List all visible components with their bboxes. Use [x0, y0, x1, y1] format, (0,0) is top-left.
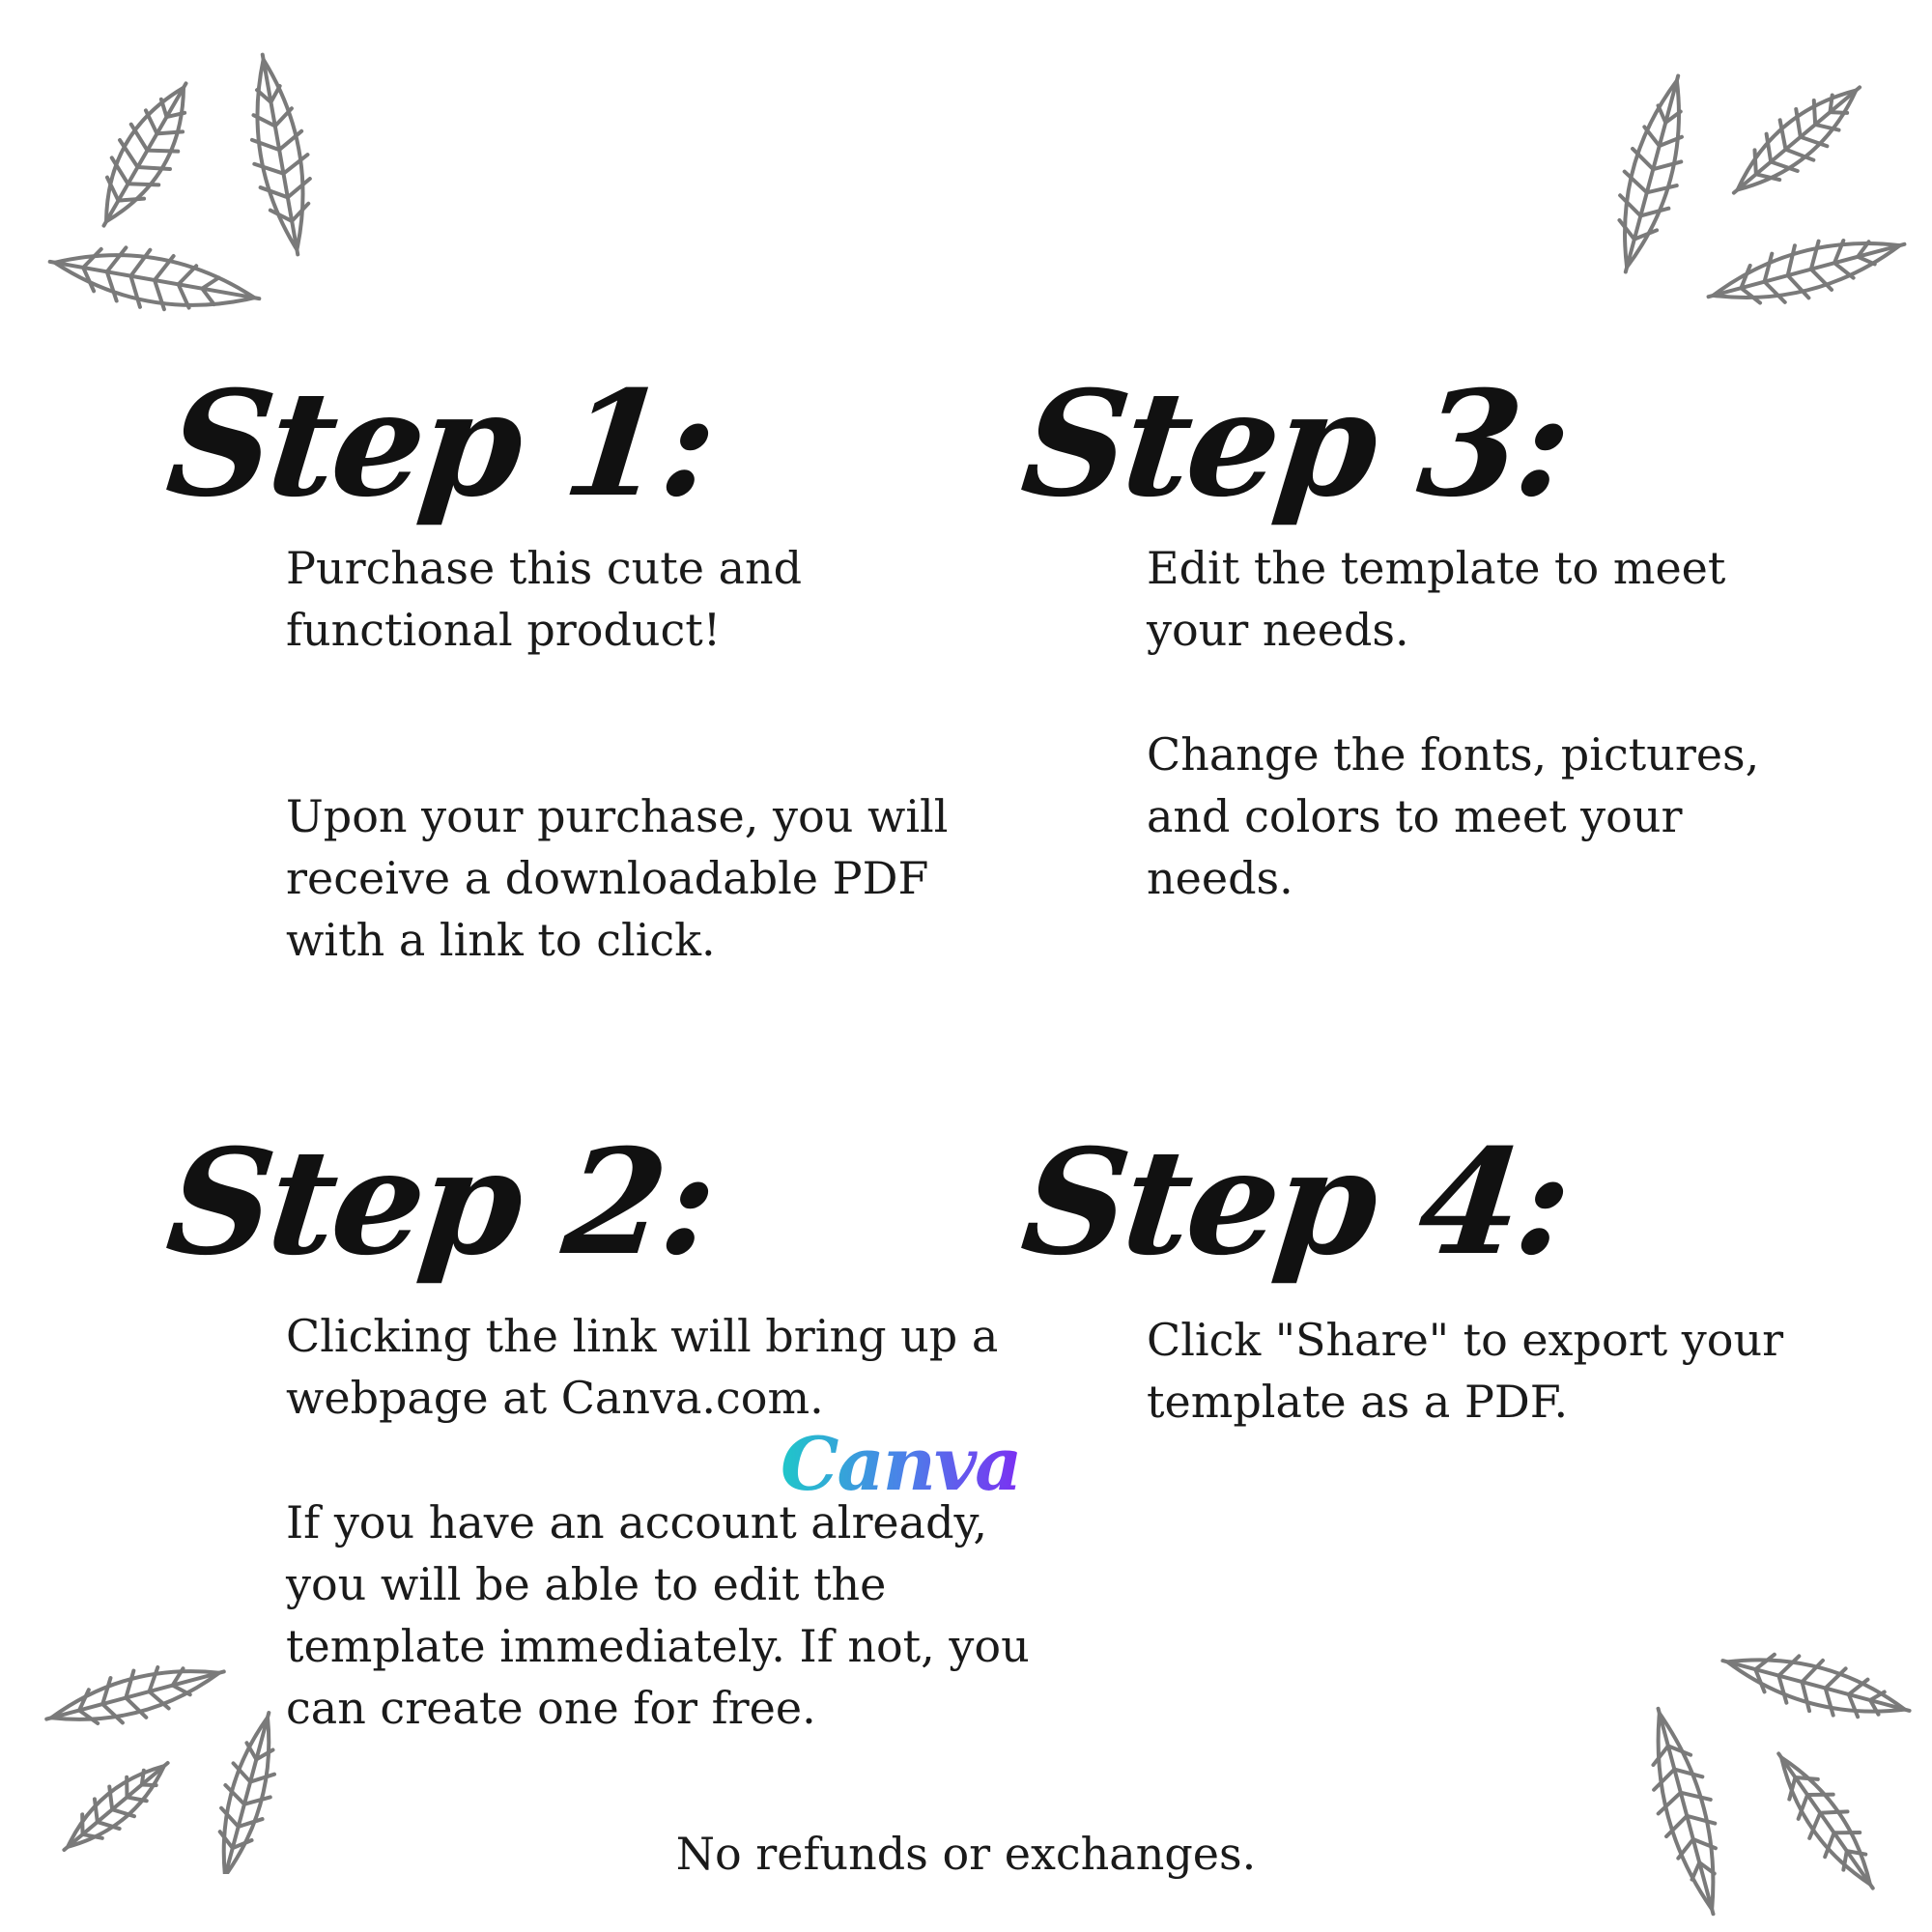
leaf-sketch-icon: [39, 29, 328, 338]
step-1-title: Step 1:: [159, 359, 722, 529]
step-2-title: Step 2:: [159, 1118, 722, 1288]
step-2-paragraph-2: If you have an account already, you will be able to edit the template immediately. If not, you can create one for free.: [286, 1496, 1030, 1734]
step-3-title: Step 3:: [1014, 359, 1577, 529]
no-refunds-note: No refunds or exchanges.: [675, 1828, 1257, 1880]
canva-logo: Canva: [781, 1421, 1021, 1507]
step-3-paragraph-2: Change the fonts, pictures, and colors to meet your needs.: [1147, 728, 1760, 904]
leaf-cluster-top-left: [39, 29, 328, 338]
step-1-paragraph-1: Purchase this cute and functional product!: [286, 542, 803, 656]
leaf-cluster-top-right: [1604, 48, 1913, 319]
step-4-paragraph-1: Click "Share" to export your template as a PDF.: [1147, 1314, 1784, 1428]
step-1-paragraph-2: Upon your purchase, you will receive a downloadable PDF with a link to click.: [286, 790, 949, 966]
step-2-paragraph-1: Clicking the link will bring up a webpage at Canva.com.: [286, 1310, 999, 1424]
step-3-paragraph-1: Edit the template to meet your needs.: [1147, 542, 1726, 656]
leaf-sketch-icon: [1604, 48, 1913, 319]
step-4-title: Step 4:: [1014, 1118, 1577, 1288]
